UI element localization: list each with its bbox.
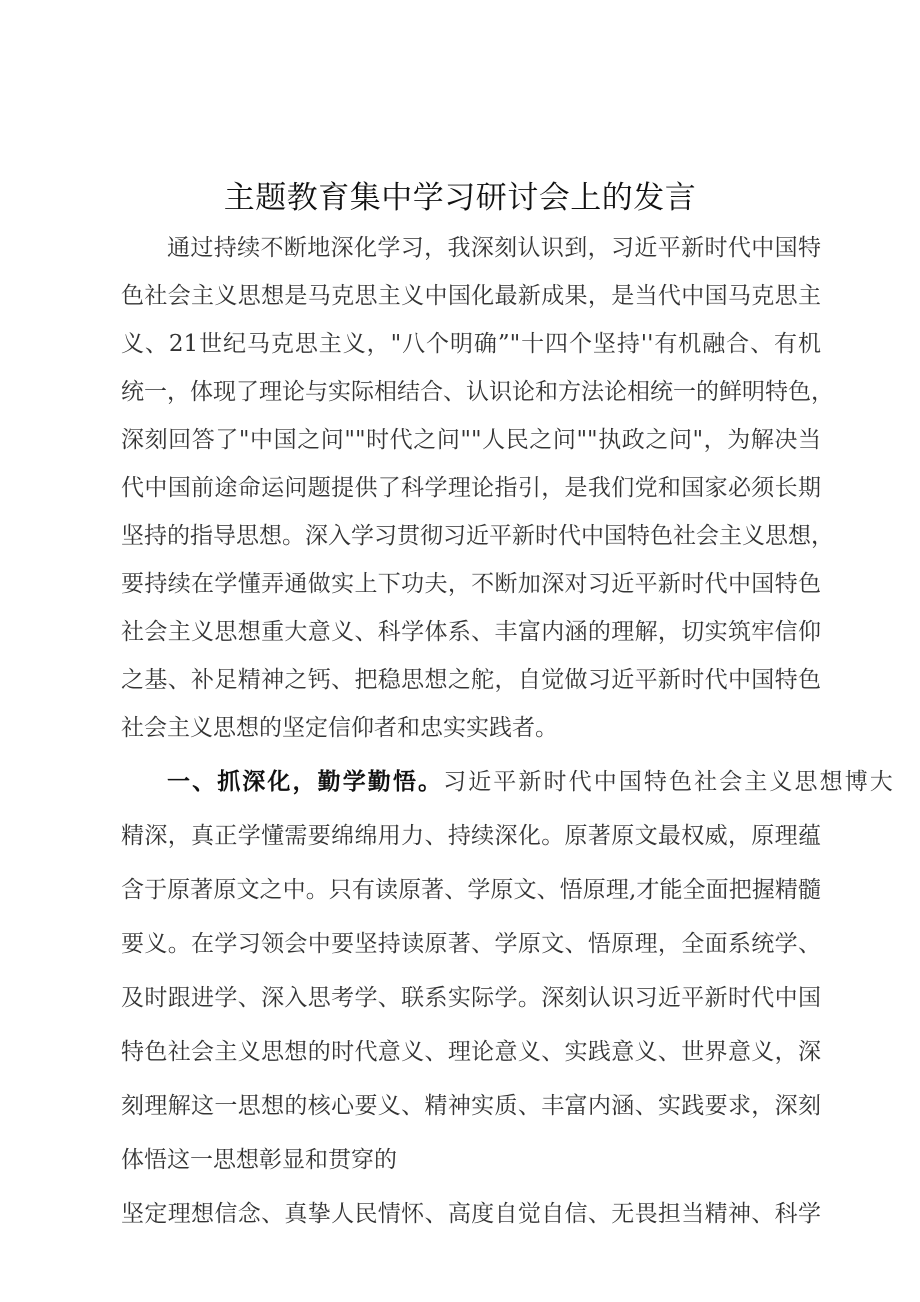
paragraph-line: 统一，体现了理论与实际相结合、认识论和方法论相统一的鲜明特色， bbox=[121, 379, 834, 405]
section-first-line-text: 习近平新时代中国特色社会主义思想博大 bbox=[443, 769, 895, 795]
section-line: 要义。在学习领会中要坚持读原著、学原文、悟原理，全面系统学、 bbox=[121, 931, 821, 957]
paragraph-line: 深刻回答了"中国之问""时代之问""人民之问""执政之问"，为解决当 bbox=[121, 427, 821, 453]
section-line: 体悟这一思想彰显和贯穿的 bbox=[121, 1147, 397, 1173]
paragraph-line: 之基、补足精神之钙、把稳思想之舵，自觉做习近平新时代中国特色 bbox=[121, 667, 821, 693]
section-line: 含于原著原文之中。只有读原著、学原文、悟原理,才能全面把握精髓 bbox=[121, 877, 821, 903]
paragraph-line: 义、21世纪马克思主义，"八个明确”"十四个坚持''有机融合、有机 bbox=[121, 331, 821, 357]
section-line: 刻理解这一思想的核心要义、精神实质、丰富内涵、实践要求，深刻 bbox=[121, 1093, 821, 1119]
section-line: 坚定理想信念、真挚人民情怀、高度自觉自信、无畏担当精神、科学 bbox=[121, 1201, 821, 1227]
section-heading: 一、抓深化，勤学勤悟。 bbox=[167, 769, 444, 795]
paragraph-line: 社会主义思想重大意义、科学体系、丰富内涵的理解，切实筑牢信仰 bbox=[121, 619, 821, 645]
paragraph-line: 社会主义思想的坚定信仰者和忠实实践者。 bbox=[121, 715, 558, 741]
paragraph-line: 色社会主义思想是马克思主义中国化最新成果，是当代中国马克思主 bbox=[121, 283, 821, 309]
section-line: 特色社会主义思想的时代意义、理论意义、实践意义、世界意义，深 bbox=[121, 1039, 821, 1065]
section-line: 及时跟进学、深入思考学、联系实际学。深刻认识习近平新时代中国 bbox=[121, 985, 821, 1011]
paragraph-line: 坚持的指导思想。深入学习贯彻习近平新时代中国特色社会主义思想， bbox=[121, 523, 834, 549]
paragraph-line: 通过持续不断地深化学习，我深刻认识到，习近平新时代中国特 bbox=[167, 235, 821, 261]
paragraph-line: 代中国前途命运问题提供了科学理论指引，是我们党和国家必须长期 bbox=[121, 475, 821, 501]
section-first-line bbox=[167, 762, 895, 802]
paragraph-line: 要持续在学懂弄通做实上下功夫，不断加深对习近平新时代中国特色 bbox=[121, 571, 821, 597]
section-line: 精深，真正学懂需要绵绵用力、持续深化。原著原文最权威，原理蕴 bbox=[121, 823, 821, 849]
document-title: 主题教育集中学习研讨会上的发言 bbox=[223, 180, 697, 216]
